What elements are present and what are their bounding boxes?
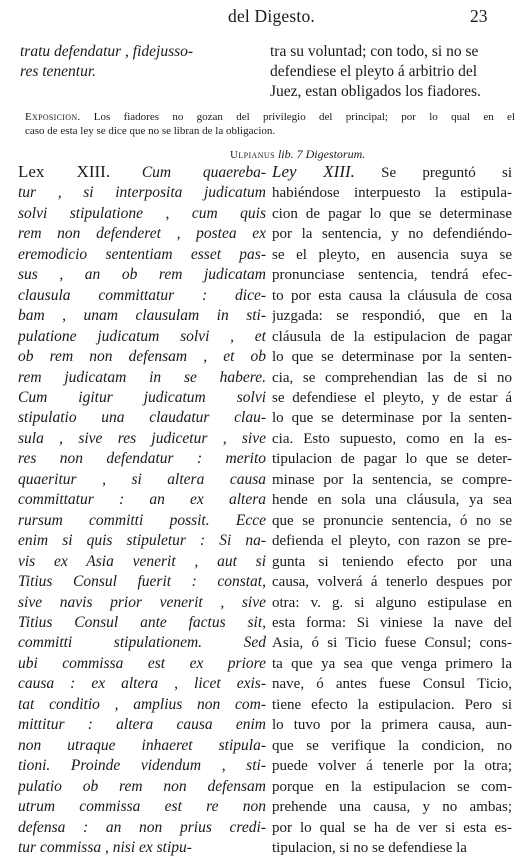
- text-line: cia, se comprehendian las de si no: [272, 369, 512, 386]
- text-line: tat conditio , amplius non com-: [18, 695, 266, 713]
- text-line: Juez, estan obligados los fiadores.: [270, 83, 481, 100]
- text-line: defienda el pleyto, con razon se pre-: [272, 533, 512, 550]
- source-author: Ulpianus: [230, 149, 275, 161]
- exposicion-note: [25, 110, 515, 138]
- text-line: hende en sola una cláusula, ya sea: [272, 492, 512, 509]
- running-head: [0, 4, 532, 32]
- text-line: bam , unam clausulam in sti-: [18, 307, 266, 325]
- page-number: 23: [470, 6, 488, 26]
- text-line: tioni. Proinde videndum , sti-: [18, 757, 266, 775]
- text-line: committi stipulationem. Sed: [18, 634, 266, 652]
- text-line: habiéndose interpuesto la estipula-: [272, 185, 512, 202]
- text-line: defensa : an non prius credi-: [18, 818, 266, 836]
- lex-label: Lex XIII.: [18, 162, 111, 181]
- text-line: stipulatio una claudatur clau-: [18, 409, 266, 427]
- ley-first-text: Se preguntó si: [354, 165, 512, 181]
- text-line: prehende una causa, y no ambas;: [272, 799, 512, 816]
- source-work: lib. 7 Digestorum.: [274, 147, 366, 161]
- exposicion-line: caso de esta ley se dice que no se libran de la obligacion.: [25, 125, 276, 137]
- text-line: Cum igitur judicatum solvi: [18, 388, 266, 406]
- exposicion-text: Los fiadores no gozan del privilegio del principal; por lo qual en el: [80, 111, 515, 123]
- text-line: [18, 162, 266, 183]
- text-line: ta que ya sea que venga primero la: [272, 655, 512, 672]
- text-line: gunta si teniendo efecto por una: [272, 553, 512, 570]
- exposicion-line: [25, 110, 515, 124]
- text-line: porque en la estipulacion se com-: [272, 778, 512, 795]
- latin-continuation: [20, 42, 265, 82]
- text-line: se el pleyto, en ausencia suya se: [272, 246, 512, 263]
- text-line: tra su voluntad; con todo, si no se: [270, 43, 479, 60]
- text-line: committatur : an ex altera: [18, 491, 266, 509]
- text-line: defendiese el pleyto á arbitrio del: [270, 63, 478, 80]
- text-line: ubi commissa est ex priore: [18, 654, 266, 672]
- text-line: esta forma: Si viniese la nave del: [272, 614, 512, 631]
- text-line: tratu defendatur , fidejusso-: [20, 43, 194, 60]
- text-line: enim si quis stipuletur : Si na-: [18, 532, 266, 550]
- text-line: tipulacion, si no se defendiese la: [272, 839, 467, 856]
- ley-label: Ley XIII.: [272, 162, 355, 181]
- text-line: Titius Consul fuerit : constat,: [18, 573, 266, 591]
- text-line: [272, 162, 512, 183]
- text-line: vis ex Asia venerit , aut si: [18, 552, 266, 570]
- text-line: cláusula de la estipulacion de pagar: [272, 328, 512, 345]
- text-line: sive navis prior venerit , sive: [18, 593, 266, 611]
- text-line: tur commissa , nisi ex stipu-: [18, 838, 192, 856]
- exposicion-label: Exposicion.: [25, 111, 81, 123]
- text-line: utrum commissa est re non: [18, 798, 266, 816]
- spanish-column: [272, 162, 512, 858]
- running-title: del Digesto.: [228, 6, 315, 26]
- text-line: minase por la sentencia, se compre-: [272, 471, 512, 488]
- text-line: rem non defenderet , postea ex: [18, 225, 266, 243]
- text-line: tiene efecto la estipulacion. Pero si: [272, 696, 512, 713]
- text-line: mittitur : altera causa enim: [18, 716, 266, 734]
- text-line: tur , si interposita judicatum: [18, 184, 266, 202]
- lex-first-text: Cum quaereba-: [110, 164, 266, 181]
- text-line: lo que se determinase por la senten-: [272, 349, 512, 366]
- source-citation: [230, 147, 365, 162]
- text-line: cia. Esto supuesto, como en la es-: [272, 430, 512, 447]
- text-line: otra: v. g. si alguno estipulase en: [272, 594, 512, 611]
- text-line: ob rem non defensam , et ob: [18, 348, 266, 366]
- text-line: por la sentencia, y no defendiéndo-: [272, 226, 512, 243]
- text-line: nave, ó antes fuese Consul Ticio,: [272, 676, 512, 693]
- text-line: to por esta causa la cláusula de cosa: [272, 287, 512, 304]
- text-line: lo tuvo por la primera causa, aun-: [272, 717, 512, 734]
- text-line: causa : ex altera , licet exis-: [18, 675, 266, 693]
- text-line: cion de pagar lo que se determinase: [272, 205, 512, 222]
- spanish-continuation: [270, 42, 510, 102]
- text-line: se defendiese el pleyto, y de estar á: [272, 389, 512, 406]
- text-line: pulatio ob rem non defensam: [18, 777, 266, 795]
- text-line: eremodicio sententiam esset pas-: [18, 245, 266, 263]
- text-line: juzgada: se respondió, que en la: [272, 308, 512, 325]
- text-line: tipulacion de pagar lo que se deter-: [272, 451, 512, 468]
- text-line: Titius Consul ante factus sit,: [18, 613, 266, 631]
- text-line: pulatione judicatum solvi , et: [18, 327, 266, 345]
- text-line: Asia, ó si Ticio fuese Consul; cons-: [272, 635, 512, 652]
- text-line: clausula committatur : dice-: [18, 286, 266, 304]
- text-line: puede volver á tenerle por la otra;: [272, 758, 512, 775]
- latin-column: [18, 162, 266, 858]
- text-line: sus , an ob rem judicatam: [18, 266, 266, 284]
- text-line: quaeritur , si altera causa: [18, 470, 266, 488]
- text-line: por lo qual se ha de ver si esta es-: [272, 819, 512, 836]
- text-line: solvi stipulatione , cum quis: [18, 204, 266, 222]
- text-line: res tenentur.: [20, 63, 97, 80]
- text-line: que se pronuncie sentencia, ó no se: [272, 512, 512, 529]
- text-line: rursum committi possit. Ecce: [18, 511, 266, 529]
- text-line: causa, volverá á tenerlo despues por: [272, 574, 512, 591]
- text-line: pronunciase sentencia, tendrá efec-: [272, 267, 512, 284]
- text-line: lo que se determinase por la senten-: [272, 410, 512, 427]
- text-line: que se verifique la condicion, no: [272, 737, 512, 754]
- text-line: rem judicatam in se habere.: [18, 368, 266, 386]
- text-line: sula , sive res judicetur , sive: [18, 429, 266, 447]
- text-line: res non defendatur : merito: [18, 450, 266, 468]
- text-line: non utraque inhaeret stipula-: [18, 736, 266, 754]
